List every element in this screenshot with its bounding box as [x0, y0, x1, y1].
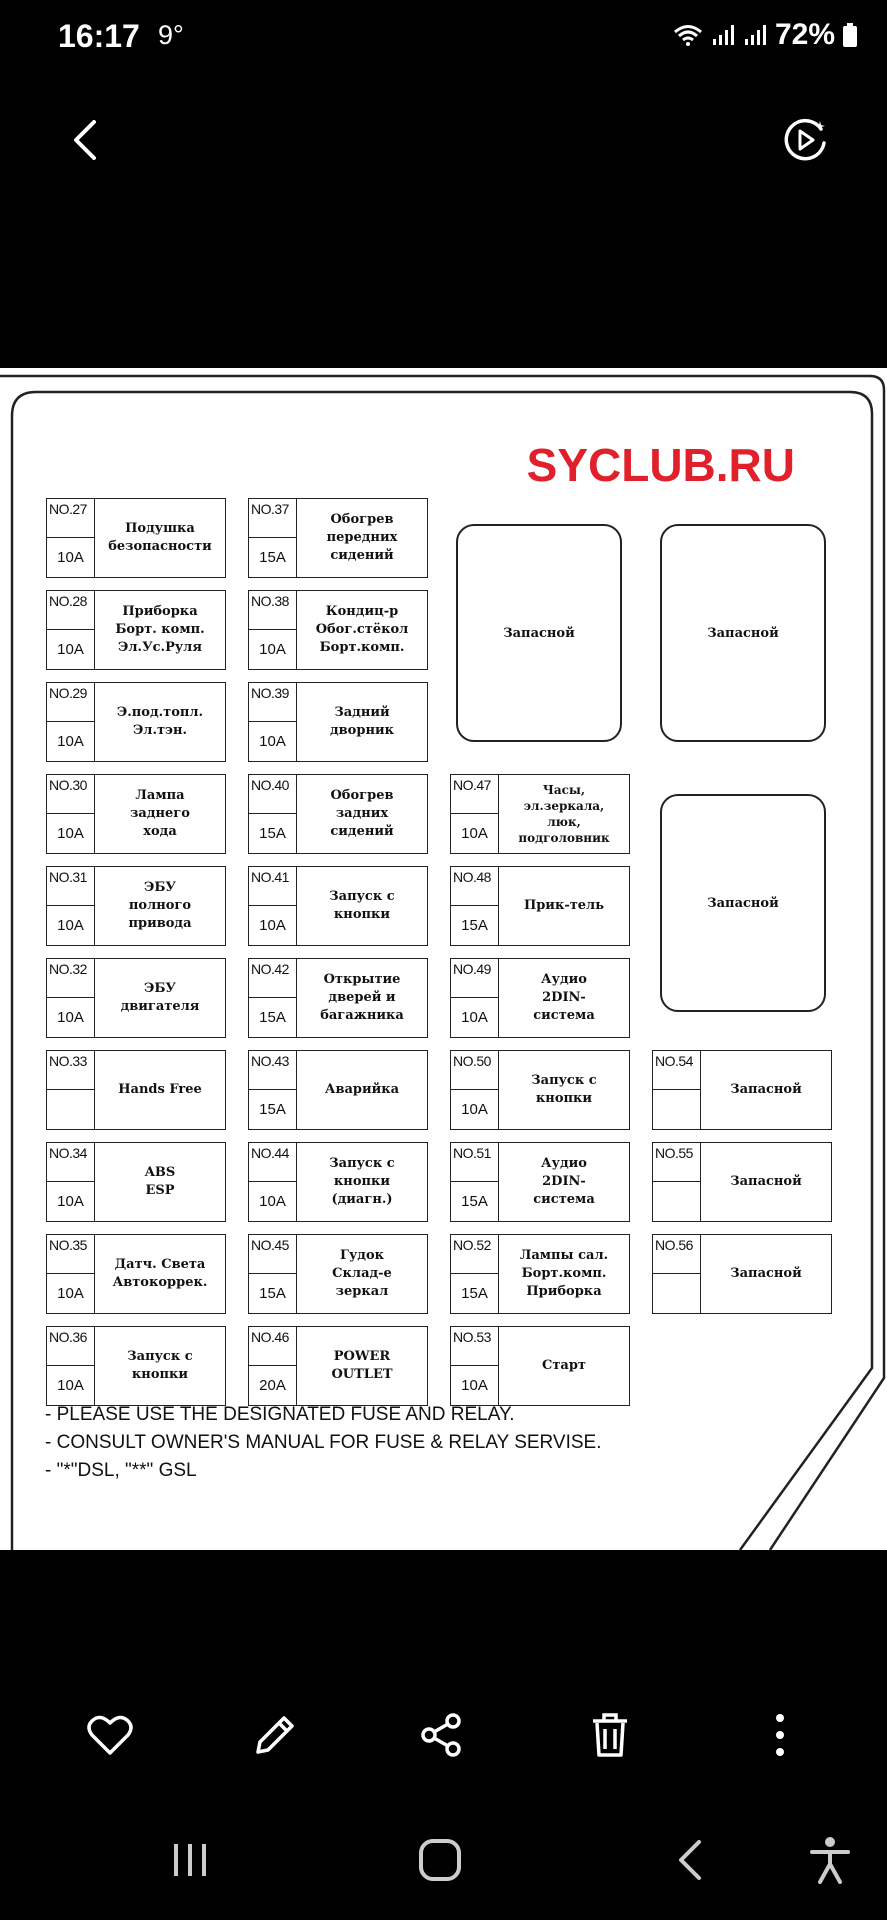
- relay-spare-2: Запасной: [660, 524, 826, 742]
- fuse-no38: [248, 590, 428, 670]
- fuse-description: Открытие дверей и багажника: [320, 972, 404, 1023]
- fuse-amperage: 10A: [451, 1366, 499, 1405]
- fuse-amperage: 10A: [249, 722, 297, 761]
- fuse-description: Гудок Склад-е зеркал: [332, 1248, 392, 1299]
- fuse-no54: [652, 1050, 832, 1130]
- fuse-description: Обогрев передних сидений: [326, 512, 398, 563]
- wifi-icon: [673, 23, 703, 47]
- fuse-amperage: 15A: [451, 1182, 499, 1221]
- fuse-description: ЭБУ двигателя: [120, 981, 200, 1014]
- fuse-amperage: 15A: [249, 1274, 297, 1313]
- fuse-number: NO.43: [249, 1051, 297, 1090]
- fuse-amperage: 10A: [249, 906, 297, 945]
- viewer-action-bar: [0, 1690, 887, 1780]
- fuse-number: NO.42: [249, 959, 297, 998]
- relay-spare-1: Запасной: [456, 524, 622, 742]
- viewer-top-bar: [0, 75, 887, 365]
- fuse-description: POWER OUTLET: [331, 1349, 393, 1382]
- remaster-icon: [780, 115, 830, 165]
- fuse-no45: [248, 1234, 428, 1314]
- battery-percent: 72%: [774, 18, 835, 51]
- favorite-icon: [86, 1713, 134, 1757]
- back-button[interactable]: [60, 110, 110, 170]
- fuse-description: Лампы сал. Борт.комп. Приборка: [519, 1248, 609, 1299]
- status-right: [673, 18, 857, 52]
- brand-logo: SYCLUB.RU: [526, 439, 795, 491]
- status-time: 16:17: [58, 18, 140, 54]
- fuse-description: Запуск с кнопки (диагн.): [329, 1156, 395, 1207]
- fuse-description: Подушка безопасности: [108, 521, 212, 554]
- fuse-number: NO.28: [47, 591, 95, 630]
- fuse-number: NO.56: [653, 1235, 701, 1274]
- accessibility-button[interactable]: [800, 1830, 860, 1890]
- fuse-amperage: 10A: [249, 630, 297, 669]
- back-icon: [675, 1838, 705, 1882]
- fuse-amperage: 10A: [451, 1090, 499, 1129]
- remaster-button[interactable]: [775, 110, 835, 170]
- fuse-description: Запасной: [730, 1266, 802, 1281]
- delete-icon: [589, 1711, 631, 1759]
- fuse-number: NO.40: [249, 775, 297, 814]
- fuse-description: Задний дворник: [329, 705, 394, 738]
- battery-icon: [843, 23, 857, 47]
- fuse-amperage: 10A: [47, 538, 95, 577]
- fuse-no34: [46, 1142, 226, 1222]
- edit-icon: [252, 1712, 298, 1758]
- fuse-number: NO.49: [451, 959, 499, 998]
- fuse-description: Запуск с кнопки: [127, 1349, 193, 1382]
- fuse-number: NO.51: [451, 1143, 499, 1182]
- fuse-number: NO.45: [249, 1235, 297, 1274]
- accessibility-icon: [808, 1836, 852, 1884]
- fuse-amperage: 20A: [249, 1366, 297, 1405]
- fuse-description: Кондиц-р Обог.стёкол Борт.комп.: [315, 604, 409, 655]
- fuse-description: Запуск с кнопки: [329, 889, 395, 922]
- home-icon: [417, 1837, 463, 1883]
- fuse-number: NO.54: [653, 1051, 701, 1090]
- fuse-no50: [450, 1050, 630, 1130]
- fuse-amperage: 10A: [47, 1366, 95, 1405]
- fuse-number: NO.33: [47, 1051, 95, 1090]
- status-bar: [0, 0, 887, 75]
- fuse-no56: [652, 1234, 832, 1314]
- share-icon: [419, 1712, 465, 1758]
- share-button[interactable]: [412, 1705, 472, 1765]
- fuse-number: NO.34: [47, 1143, 95, 1182]
- fuse-number: NO.30: [47, 775, 95, 814]
- fuse-description: Аварийка: [324, 1082, 400, 1097]
- fuse-description: Часы, эл.зеркала, люк, подголовник: [518, 783, 610, 845]
- system-nav-bar: [0, 1810, 887, 1920]
- fuse-no35: [46, 1234, 226, 1314]
- fuse-no48: [450, 866, 630, 946]
- fuse-no37: [248, 498, 428, 578]
- fuse-amperage: 10A: [451, 814, 499, 853]
- fuse-number: NO.44: [249, 1143, 297, 1182]
- fuse-amperage: 10A: [47, 630, 95, 669]
- fuse-no43: [248, 1050, 428, 1130]
- fuse-no42: [248, 958, 428, 1038]
- back-arrow-icon: [70, 118, 100, 162]
- fuse-amperage: 15A: [249, 1090, 297, 1129]
- fuse-number: NO.27: [47, 499, 95, 538]
- fuse-no29: [46, 682, 226, 762]
- fuse-description: Датч. Света Автокоррек.: [112, 1257, 208, 1290]
- home-button[interactable]: [410, 1830, 470, 1890]
- signal-icon: [711, 23, 735, 47]
- fuse-amperage: 10A: [47, 1182, 95, 1221]
- fuse-amperage: [653, 1274, 701, 1313]
- fuse-number: NO.29: [47, 683, 95, 722]
- fuse-description: Аудио 2DIN- система: [533, 972, 595, 1023]
- fuse-no41: [248, 866, 428, 946]
- fuse-amperage: 10A: [47, 998, 95, 1037]
- fuse-no51: [450, 1142, 630, 1222]
- fuse-no32: [46, 958, 226, 1038]
- favorite-button[interactable]: [80, 1705, 140, 1765]
- fuse-no27: [46, 498, 226, 578]
- fuse-description: Аудио 2DIN- система: [533, 1156, 595, 1207]
- fuse-diagram-image[interactable]: [0, 368, 887, 1550]
- fuse-description: Прик-тель: [523, 898, 605, 913]
- fuse-description: Запасной: [730, 1082, 802, 1097]
- fuse-amperage: 10A: [47, 1274, 95, 1313]
- fuse-no49: [450, 958, 630, 1038]
- fuse-no33: [46, 1050, 226, 1130]
- fuse-description: Hands Free: [118, 1082, 202, 1097]
- signal-icon-2: [743, 23, 767, 47]
- fuse-no52: [450, 1234, 630, 1314]
- fuse-number: NO.48: [451, 867, 499, 906]
- fuse-amperage: 10A: [249, 1182, 297, 1221]
- fuse-number: NO.39: [249, 683, 297, 722]
- fuse-number: NO.36: [47, 1327, 95, 1366]
- recents-button[interactable]: [160, 1830, 220, 1890]
- fuse-no47: [450, 774, 630, 854]
- fuse-amperage: [653, 1182, 701, 1221]
- edit-button[interactable]: [245, 1705, 305, 1765]
- relay-spare-3: Запасной: [660, 794, 826, 1012]
- note-line-1: - PLEASE USE THE DESIGNATED FUSE AND RELAY.: [45, 1404, 515, 1425]
- fuse-no55: [652, 1142, 832, 1222]
- fuse-amperage: 15A: [249, 538, 297, 577]
- fuse-description: Э.под.топл. Эл.тэн.: [116, 705, 204, 738]
- fuse-no30: [46, 774, 226, 854]
- fuse-number: NO.41: [249, 867, 297, 906]
- delete-button[interactable]: [580, 1705, 640, 1765]
- fuse-description: Запасной: [730, 1174, 802, 1189]
- fuse-no28: [46, 590, 226, 670]
- fuse-number: NO.47: [451, 775, 499, 814]
- fuse-amperage: 10A: [47, 814, 95, 853]
- fuse-no40: [248, 774, 428, 854]
- fuse-no46: [248, 1326, 428, 1406]
- fuse-number: NO.55: [653, 1143, 701, 1182]
- fuse-number: NO.31: [47, 867, 95, 906]
- fuse-number: NO.37: [249, 499, 297, 538]
- fuse-number: NO.53: [451, 1327, 499, 1366]
- fuse-description: Старт: [542, 1358, 586, 1373]
- status-temperature: 9°: [158, 20, 184, 50]
- fuse-description: Лампа заднего хода: [130, 788, 190, 839]
- fuse-description: Приборка Борт. комп. Эл.Ус.Руля: [115, 604, 205, 655]
- fuse-amperage: 15A: [451, 906, 499, 945]
- note-line-2: - CONSULT OWNER'S MANUAL FOR FUSE & RELAY SERVISE.: [45, 1432, 602, 1453]
- fuse-number: NO.35: [47, 1235, 95, 1274]
- fuse-amperage: 15A: [249, 814, 297, 853]
- fuse-amperage: [653, 1090, 701, 1129]
- fuse-amperage: 10A: [47, 906, 95, 945]
- more-options-button[interactable]: [750, 1705, 810, 1765]
- fuse-amperage: 15A: [249, 998, 297, 1037]
- fuse-amperage: 15A: [451, 1274, 499, 1313]
- fuse-description: Запуск с кнопки: [531, 1073, 597, 1106]
- fuse-amperage: 10A: [47, 722, 95, 761]
- fuse-number: NO.46: [249, 1327, 297, 1366]
- fuse-description: ЭБУ полного привода: [128, 880, 192, 931]
- recents-icon: [170, 1840, 210, 1880]
- fuse-number: NO.50: [451, 1051, 499, 1090]
- fuse-description: Обогрев задних сидений: [330, 788, 394, 839]
- fuse-description: ABS ESP: [144, 1165, 176, 1198]
- fuse-no44: [248, 1142, 428, 1222]
- more-icon: [774, 1712, 786, 1758]
- fuse-amperage: 10A: [451, 998, 499, 1037]
- fuse-no53: [450, 1326, 630, 1406]
- fuse-amperage: [47, 1090, 95, 1129]
- system-back-button[interactable]: [660, 1830, 720, 1890]
- fuse-no36: [46, 1326, 226, 1406]
- fuse-no31: [46, 866, 226, 946]
- fuse-no39: [248, 682, 428, 762]
- note-line-3: - "*"DSL, "**" GSL: [45, 1460, 197, 1481]
- fuse-number: NO.38: [249, 591, 297, 630]
- fuse-number: NO.32: [47, 959, 95, 998]
- fuse-number: NO.52: [451, 1235, 499, 1274]
